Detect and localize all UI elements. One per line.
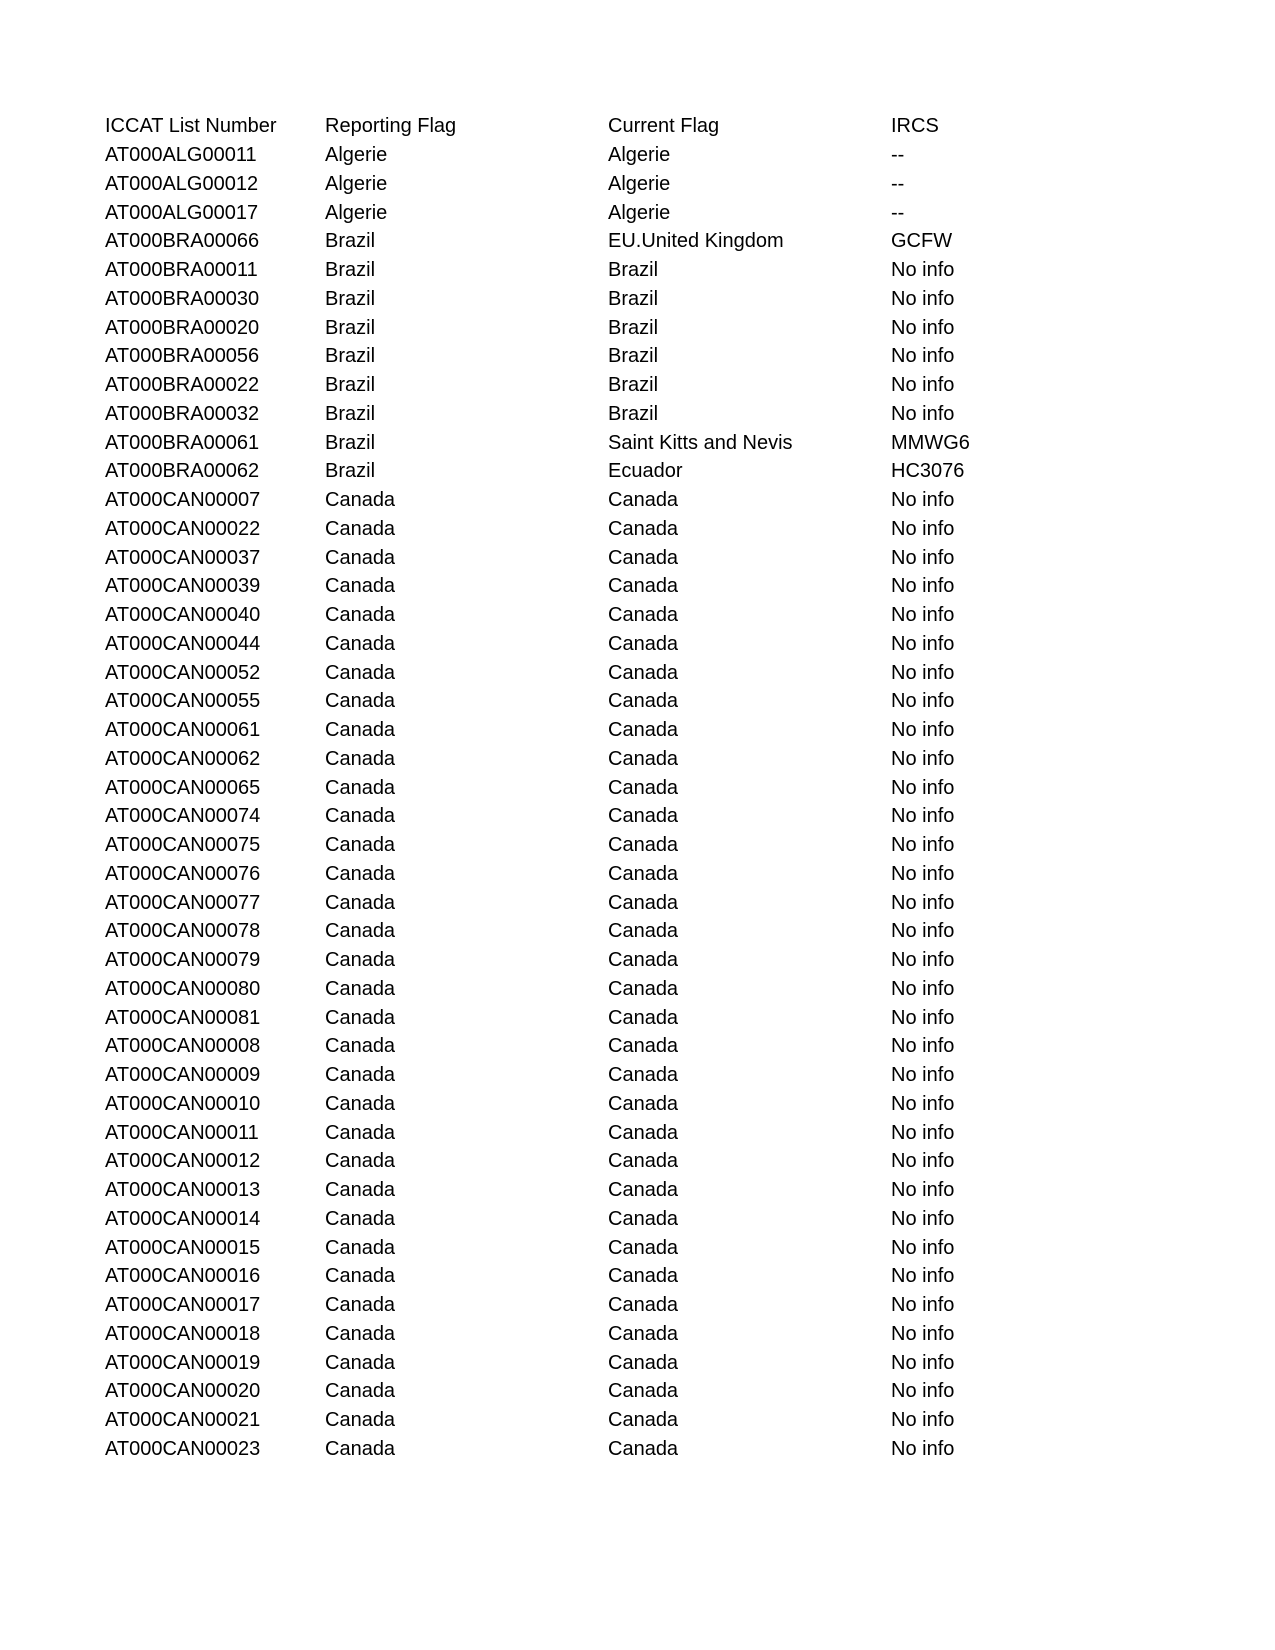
table-row <box>105 543 1051 572</box>
current-flag-cell: Brazil <box>608 287 659 310</box>
iccat-list-number-cell: AT000CAN00022 <box>105 517 261 540</box>
iccat-list-number-cell: AT000CAN00075 <box>105 834 261 857</box>
reporting-flag-cell: Canada <box>325 1150 396 1173</box>
current-flag-cell: Algerie <box>608 201 671 224</box>
iccat-list-number-cell: AT000CAN00037 <box>105 546 261 569</box>
reporting-flag-cell: Canada <box>325 1006 396 1029</box>
table-row <box>105 313 1051 342</box>
ircs-cell: No info <box>891 489 955 512</box>
current-flag-cell: Canada <box>608 805 679 828</box>
reporting-flag-cell: Canada <box>325 1092 396 1115</box>
reporting-flag-cell: Canada <box>325 1294 396 1317</box>
iccat-list-number-cell: AT000CAN00061 <box>105 719 261 742</box>
table-row <box>105 1118 1051 1147</box>
reporting-flag-cell: Algerie <box>325 201 388 224</box>
current-flag-cell: Canada <box>608 1236 679 1259</box>
iccat-list-number-cell: AT000BRA00020 <box>105 316 260 339</box>
reporting-flag-cell: Brazil <box>325 374 376 397</box>
ircs-cell: No info <box>891 719 955 742</box>
column-header-current-flag: Current Flag <box>608 115 720 138</box>
iccat-list-number-cell: AT000CAN00020 <box>105 1380 261 1403</box>
iccat-list-number-cell: AT000CAN00055 <box>105 690 261 713</box>
current-flag-cell: Canada <box>608 632 679 655</box>
table-row <box>105 802 1051 831</box>
table-row <box>105 572 1051 601</box>
ircs-cell: MMWG6 <box>891 431 970 454</box>
iccat-list-number-cell: AT000CAN00013 <box>105 1179 261 1202</box>
iccat-list-number-cell: AT000BRA00056 <box>105 345 260 368</box>
table-row <box>105 630 1051 659</box>
table-row <box>105 285 1051 314</box>
ircs-cell: No info <box>891 517 955 540</box>
reporting-flag-cell: Canada <box>325 489 396 512</box>
iccat-list-number-cell: AT000CAN00078 <box>105 920 261 943</box>
ircs-cell: No info <box>891 1035 955 1058</box>
table-row <box>105 1435 1051 1464</box>
iccat-list-number-cell: AT000CAN00015 <box>105 1236 261 1259</box>
table-row <box>105 716 1051 745</box>
current-flag-cell: Canada <box>608 1150 679 1173</box>
reporting-flag-cell: Canada <box>325 747 396 770</box>
table-row <box>105 1061 1051 1090</box>
table-body <box>105 141 1051 1464</box>
ircs-cell: No info <box>891 1064 955 1087</box>
ircs-cell: No info <box>891 259 955 282</box>
table-row <box>105 860 1051 889</box>
iccat-list-number-cell: AT000ALG00011 <box>105 144 257 167</box>
ircs-cell: No info <box>891 977 955 1000</box>
ircs-cell: -- <box>891 201 905 224</box>
iccat-list-number-cell: AT000BRA00066 <box>105 230 260 253</box>
reporting-flag-cell: Canada <box>325 805 396 828</box>
current-flag-cell: Canada <box>608 489 679 512</box>
reporting-flag-cell: Canada <box>325 1437 396 1460</box>
iccat-list-number-cell: AT000CAN00079 <box>105 949 261 972</box>
iccat-list-number-cell: AT000ALG00012 <box>105 172 259 195</box>
table-row <box>105 371 1051 400</box>
ircs-cell: No info <box>891 1207 955 1230</box>
table-row <box>105 342 1051 371</box>
table-row <box>105 1032 1051 1061</box>
iccat-list-number-cell: AT000CAN00077 <box>105 891 261 914</box>
iccat-list-number-cell: AT000ALG00017 <box>105 201 259 224</box>
table-row <box>105 745 1051 774</box>
reporting-flag-cell: Canada <box>325 1236 396 1259</box>
table-row <box>105 256 1051 285</box>
table-row <box>105 1406 1051 1435</box>
iccat-list-number-cell: AT000CAN00080 <box>105 977 261 1000</box>
table-row <box>105 1003 1051 1032</box>
current-flag-cell: Canada <box>608 1294 679 1317</box>
current-flag-cell: Canada <box>608 862 679 885</box>
current-flag-cell: Canada <box>608 834 679 857</box>
current-flag-cell: Canada <box>608 1092 679 1115</box>
reporting-flag-cell: Canada <box>325 891 396 914</box>
iccat-list-number-cell: AT000CAN00019 <box>105 1351 261 1374</box>
table-row <box>105 428 1051 457</box>
current-flag-cell: Canada <box>608 517 679 540</box>
reporting-flag-cell: Canada <box>325 546 396 569</box>
reporting-flag-cell: Brazil <box>325 460 376 483</box>
reporting-flag-cell: Algerie <box>325 172 388 195</box>
iccat-list-number-cell: AT000CAN00062 <box>105 747 261 770</box>
current-flag-cell: Brazil <box>608 345 659 368</box>
vessel-list-table <box>105 112 1051 1463</box>
ircs-cell: No info <box>891 604 955 627</box>
reporting-flag-cell: Canada <box>325 1380 396 1403</box>
table-row <box>105 831 1051 860</box>
reporting-flag-cell: Canada <box>325 517 396 540</box>
reporting-flag-cell: Canada <box>325 977 396 1000</box>
current-flag-cell: Canada <box>608 1351 679 1374</box>
reporting-flag-cell: Canada <box>325 1179 396 1202</box>
reporting-flag-cell: Brazil <box>325 230 376 253</box>
reporting-flag-cell: Canada <box>325 834 396 857</box>
current-flag-cell: EU.United Kingdom <box>608 230 784 253</box>
table-row <box>105 227 1051 256</box>
table-row <box>105 400 1051 429</box>
reporting-flag-cell: Canada <box>325 690 396 713</box>
ircs-cell: No info <box>891 402 955 425</box>
iccat-list-number-cell: AT000CAN00014 <box>105 1207 261 1230</box>
current-flag-cell: Ecuador <box>608 460 683 483</box>
iccat-list-number-cell: AT000CAN00016 <box>105 1265 261 1288</box>
column-header-ircs: IRCS <box>891 115 939 138</box>
current-flag-cell: Brazil <box>608 259 659 282</box>
reporting-flag-cell: Canada <box>325 1035 396 1058</box>
table-row <box>105 1176 1051 1205</box>
table-row <box>105 1262 1051 1291</box>
current-flag-cell: Canada <box>608 1409 679 1432</box>
ircs-cell: No info <box>891 1179 955 1202</box>
iccat-list-number-cell: AT000CAN00008 <box>105 1035 261 1058</box>
iccat-list-number-cell: AT000CAN00044 <box>105 632 261 655</box>
current-flag-cell: Canada <box>608 1035 679 1058</box>
ircs-cell: No info <box>891 1322 955 1345</box>
ircs-cell: -- <box>891 144 905 167</box>
table-row <box>105 601 1051 630</box>
iccat-list-number-cell: AT000CAN00040 <box>105 604 261 627</box>
current-flag-cell: Canada <box>608 977 679 1000</box>
ircs-cell: No info <box>891 1121 955 1144</box>
ircs-cell: No info <box>891 1006 955 1029</box>
ircs-cell: No info <box>891 345 955 368</box>
reporting-flag-cell: Canada <box>325 1207 396 1230</box>
reporting-flag-cell: Canada <box>325 1322 396 1345</box>
iccat-list-number-cell: AT000CAN00018 <box>105 1322 261 1345</box>
ircs-cell: No info <box>891 575 955 598</box>
table-row <box>105 917 1051 946</box>
iccat-list-number-cell: AT000CAN00076 <box>105 862 261 885</box>
iccat-list-number-cell: AT000BRA00062 <box>105 460 260 483</box>
iccat-list-number-cell: AT000CAN00009 <box>105 1064 261 1087</box>
table-row <box>105 658 1051 687</box>
reporting-flag-cell: Canada <box>325 604 396 627</box>
current-flag-cell: Canada <box>608 1121 679 1144</box>
table-row <box>105 141 1051 170</box>
ircs-cell: No info <box>891 1294 955 1317</box>
ircs-cell: No info <box>891 1437 955 1460</box>
current-flag-cell: Canada <box>608 1437 679 1460</box>
iccat-list-number-cell: AT000CAN00010 <box>105 1092 261 1115</box>
current-flag-cell: Canada <box>608 776 679 799</box>
ircs-cell: GCFW <box>891 230 953 253</box>
table-row <box>105 515 1051 544</box>
reporting-flag-cell: Canada <box>325 1265 396 1288</box>
ircs-cell: -- <box>891 172 905 195</box>
current-flag-cell: Canada <box>608 1006 679 1029</box>
ircs-cell: No info <box>891 374 955 397</box>
table-row <box>105 946 1051 975</box>
ircs-cell: No info <box>891 316 955 339</box>
ircs-cell: No info <box>891 632 955 655</box>
current-flag-cell: Canada <box>608 604 679 627</box>
reporting-flag-cell: Canada <box>325 949 396 972</box>
table-row <box>105 975 1051 1004</box>
reporting-flag-cell: Canada <box>325 920 396 943</box>
table-row <box>105 1233 1051 1262</box>
reporting-flag-cell: Brazil <box>325 259 376 282</box>
ircs-cell: HC3076 <box>891 460 965 483</box>
iccat-list-number-cell: AT000CAN00052 <box>105 661 261 684</box>
table-row <box>105 1147 1051 1176</box>
column-header-iccat-list-number: ICCAT List Number <box>105 115 277 138</box>
ircs-cell: No info <box>891 891 955 914</box>
reporting-flag-cell: Canada <box>325 1121 396 1144</box>
iccat-list-number-cell: AT000BRA00061 <box>105 431 260 454</box>
reporting-flag-cell: Canada <box>325 575 396 598</box>
table-row <box>105 198 1051 227</box>
current-flag-cell: Algerie <box>608 172 671 195</box>
iccat-list-number-cell: AT000CAN00023 <box>105 1437 261 1460</box>
ircs-cell: No info <box>891 546 955 569</box>
reporting-flag-cell: Brazil <box>325 345 376 368</box>
current-flag-cell: Canada <box>608 661 679 684</box>
iccat-list-number-cell: AT000CAN00007 <box>105 489 261 512</box>
reporting-flag-cell: Canada <box>325 1409 396 1432</box>
current-flag-cell: Canada <box>608 690 679 713</box>
current-flag-cell: Canada <box>608 1265 679 1288</box>
current-flag-cell: Brazil <box>608 316 659 339</box>
current-flag-cell: Canada <box>608 920 679 943</box>
ircs-cell: No info <box>891 1150 955 1173</box>
ircs-cell: No info <box>891 805 955 828</box>
reporting-flag-cell: Canada <box>325 862 396 885</box>
current-flag-cell: Canada <box>608 546 679 569</box>
table-row <box>105 1320 1051 1349</box>
ircs-cell: No info <box>891 287 955 310</box>
iccat-list-number-cell: AT000CAN00021 <box>105 1409 261 1432</box>
column-header-reporting-flag: Reporting Flag <box>325 115 457 138</box>
ircs-cell: No info <box>891 834 955 857</box>
header-row <box>105 112 1051 141</box>
reporting-flag-cell: Brazil <box>325 287 376 310</box>
reporting-flag-cell: Canada <box>325 776 396 799</box>
table-row <box>105 486 1051 515</box>
table-row <box>105 687 1051 716</box>
current-flag-cell: Saint Kitts and Nevis <box>608 431 793 454</box>
reporting-flag-cell: Canada <box>325 632 396 655</box>
reporting-flag-cell: Brazil <box>325 402 376 425</box>
ircs-cell: No info <box>891 1092 955 1115</box>
ircs-cell: No info <box>891 862 955 885</box>
reporting-flag-cell: Brazil <box>325 316 376 339</box>
reporting-flag-cell: Brazil <box>325 431 376 454</box>
table-row <box>105 773 1051 802</box>
ircs-cell: No info <box>891 1380 955 1403</box>
ircs-cell: No info <box>891 690 955 713</box>
reporting-flag-cell: Canada <box>325 1351 396 1374</box>
ircs-cell: No info <box>891 1265 955 1288</box>
table-row <box>105 1348 1051 1377</box>
ircs-cell: No info <box>891 1409 955 1432</box>
current-flag-cell: Algerie <box>608 144 671 167</box>
table-row <box>105 457 1051 486</box>
table-row <box>105 1377 1051 1406</box>
iccat-list-number-cell: AT000CAN00017 <box>105 1294 261 1317</box>
table-row <box>105 888 1051 917</box>
ircs-cell: No info <box>891 747 955 770</box>
current-flag-cell: Brazil <box>608 402 659 425</box>
iccat-list-number-cell: AT000BRA00011 <box>105 259 258 282</box>
iccat-list-number-cell: AT000CAN00065 <box>105 776 261 799</box>
current-flag-cell: Canada <box>608 1179 679 1202</box>
current-flag-cell: Brazil <box>608 374 659 397</box>
iccat-list-number-cell: AT000CAN00074 <box>105 805 261 828</box>
ircs-cell: No info <box>891 776 955 799</box>
table-row <box>105 1291 1051 1320</box>
current-flag-cell: Canada <box>608 1064 679 1087</box>
table-row <box>105 1090 1051 1119</box>
iccat-list-number-cell: AT000BRA00030 <box>105 287 260 310</box>
table-row <box>105 1205 1051 1234</box>
ircs-cell: No info <box>891 661 955 684</box>
current-flag-cell: Canada <box>608 719 679 742</box>
current-flag-cell: Canada <box>608 1207 679 1230</box>
ircs-cell: No info <box>891 920 955 943</box>
reporting-flag-cell: Canada <box>325 661 396 684</box>
iccat-list-number-cell: AT000CAN00039 <box>105 575 261 598</box>
iccat-list-number-cell: AT000BRA00022 <box>105 374 260 397</box>
reporting-flag-cell: Algerie <box>325 144 388 167</box>
reporting-flag-cell: Canada <box>325 1064 396 1087</box>
current-flag-cell: Canada <box>608 949 679 972</box>
current-flag-cell: Canada <box>608 1380 679 1403</box>
current-flag-cell: Canada <box>608 575 679 598</box>
iccat-list-number-cell: AT000CAN00081 <box>105 1006 261 1029</box>
current-flag-cell: Canada <box>608 891 679 914</box>
iccat-list-number-cell: AT000BRA00032 <box>105 402 260 425</box>
iccat-list-number-cell: AT000CAN00011 <box>105 1121 259 1144</box>
iccat-list-number-cell: AT000CAN00012 <box>105 1150 261 1173</box>
reporting-flag-cell: Canada <box>325 719 396 742</box>
current-flag-cell: Canada <box>608 747 679 770</box>
ircs-cell: No info <box>891 1351 955 1374</box>
ircs-cell: No info <box>891 949 955 972</box>
table-row <box>105 170 1051 199</box>
ircs-cell: No info <box>891 1236 955 1259</box>
table-header <box>105 112 1051 141</box>
current-flag-cell: Canada <box>608 1322 679 1345</box>
